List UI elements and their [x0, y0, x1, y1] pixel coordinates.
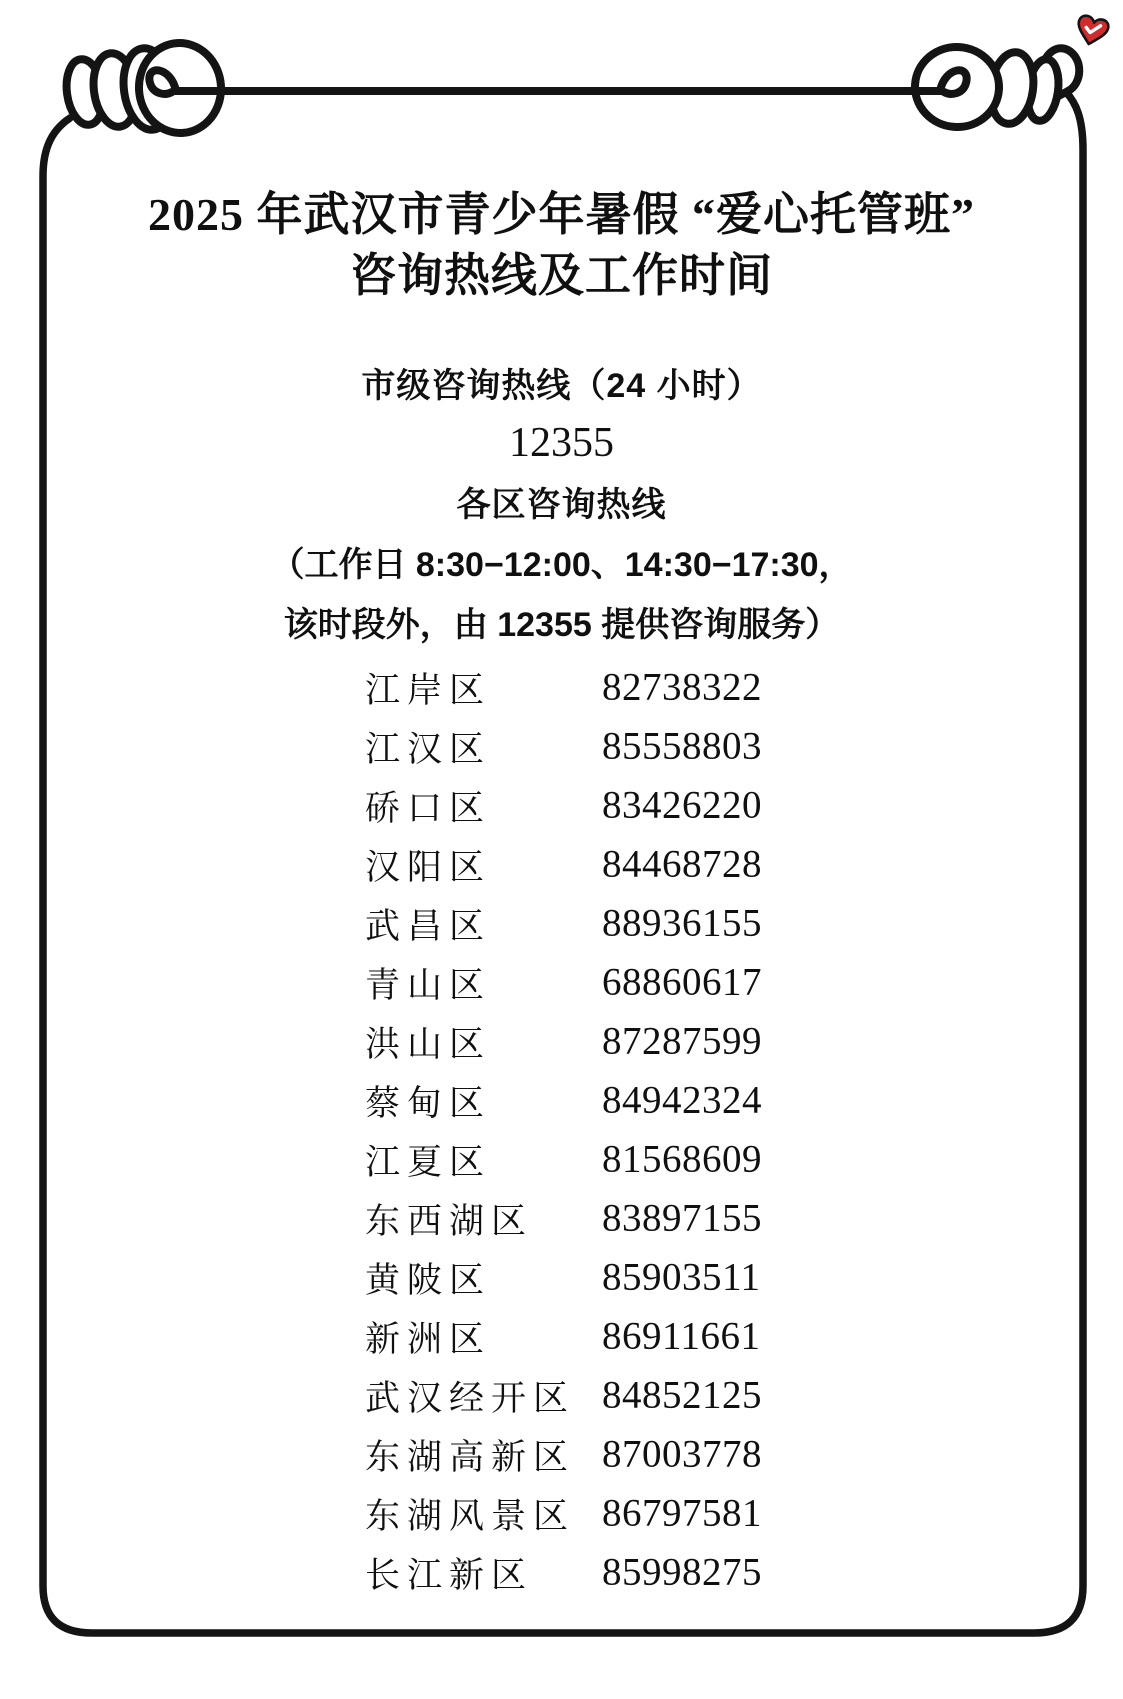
district-name: 洪山区 — [365, 1024, 492, 1064]
district-phone: 85998275 — [602, 1550, 762, 1594]
district-name: 青山区 — [365, 965, 492, 1005]
district-phone: 85558803 — [602, 724, 762, 768]
district-phone: 85903511 — [602, 1255, 761, 1299]
district-hotline-heading: 各区咨询热线 — [456, 486, 667, 524]
district-phone: 68860617 — [602, 960, 762, 1004]
poster-title-line2: 咨询热线及工作时间 — [350, 250, 773, 301]
district-name: 武昌区 — [365, 906, 492, 946]
district-row — [0, 953, 1123, 1012]
district-phone: 81568609 — [602, 1137, 762, 1181]
district-row — [0, 1071, 1123, 1130]
district-row — [0, 1484, 1123, 1543]
district-name: 江汉区 — [365, 729, 492, 769]
working-hours-note-line2: 该时段外，由 12355 提供咨询服务） — [283, 606, 840, 644]
district-name: 黄陂区 — [365, 1260, 492, 1300]
district-name: 东湖高新区 — [365, 1437, 576, 1477]
district-phone: 84468728 — [602, 842, 762, 886]
district-name: 武汉经开区 — [365, 1378, 576, 1418]
district-row — [0, 1012, 1123, 1071]
district-phone: 83426220 — [602, 783, 762, 827]
district-name: 长江新区 — [365, 1555, 534, 1595]
working-hours-note-line1: （工作日 8:30−12:00、14:30−17:30， — [270, 546, 853, 584]
district-row — [0, 835, 1123, 894]
district-row — [0, 1130, 1123, 1189]
district-phone: 86911661 — [602, 1314, 761, 1358]
district-phone: 84852125 — [602, 1373, 762, 1417]
city-hotline-number: 12355 — [509, 420, 614, 466]
district-row — [0, 1248, 1123, 1307]
district-phone: 88936155 — [602, 901, 762, 945]
district-name: 硚口区 — [365, 788, 492, 828]
district-row — [0, 1189, 1123, 1248]
district-name: 蔡甸区 — [365, 1083, 492, 1123]
district-name: 新洲区 — [365, 1319, 492, 1359]
district-phone: 83897155 — [602, 1196, 762, 1240]
district-phone: 86797581 — [602, 1491, 762, 1535]
district-phone: 87003778 — [602, 1432, 762, 1476]
district-name: 江夏区 — [365, 1142, 492, 1182]
district-row — [0, 658, 1123, 717]
district-name: 东西湖区 — [365, 1201, 534, 1241]
poster-title-line1: 2025 年武汉市青少年暑假 “爱心托管班” — [148, 189, 975, 240]
district-name: 江岸区 — [365, 670, 492, 710]
district-row — [0, 1307, 1123, 1366]
district-row — [0, 1366, 1123, 1425]
district-hotline-list — [0, 658, 1123, 1602]
district-row — [0, 894, 1123, 953]
district-row — [0, 717, 1123, 776]
district-name: 东湖风景区 — [365, 1496, 576, 1536]
district-phone: 82738322 — [602, 665, 762, 709]
city-hotline-heading: 市级咨询热线（24 小时） — [361, 367, 762, 405]
district-phone: 87287599 — [602, 1019, 762, 1063]
district-row — [0, 1543, 1123, 1602]
district-row — [0, 1425, 1123, 1484]
heart-icon — [1074, 14, 1110, 47]
district-name: 汉阳区 — [365, 847, 492, 887]
district-row — [0, 776, 1123, 835]
district-phone: 84942324 — [602, 1078, 762, 1122]
frame-top-rail — [149, 70, 966, 94]
